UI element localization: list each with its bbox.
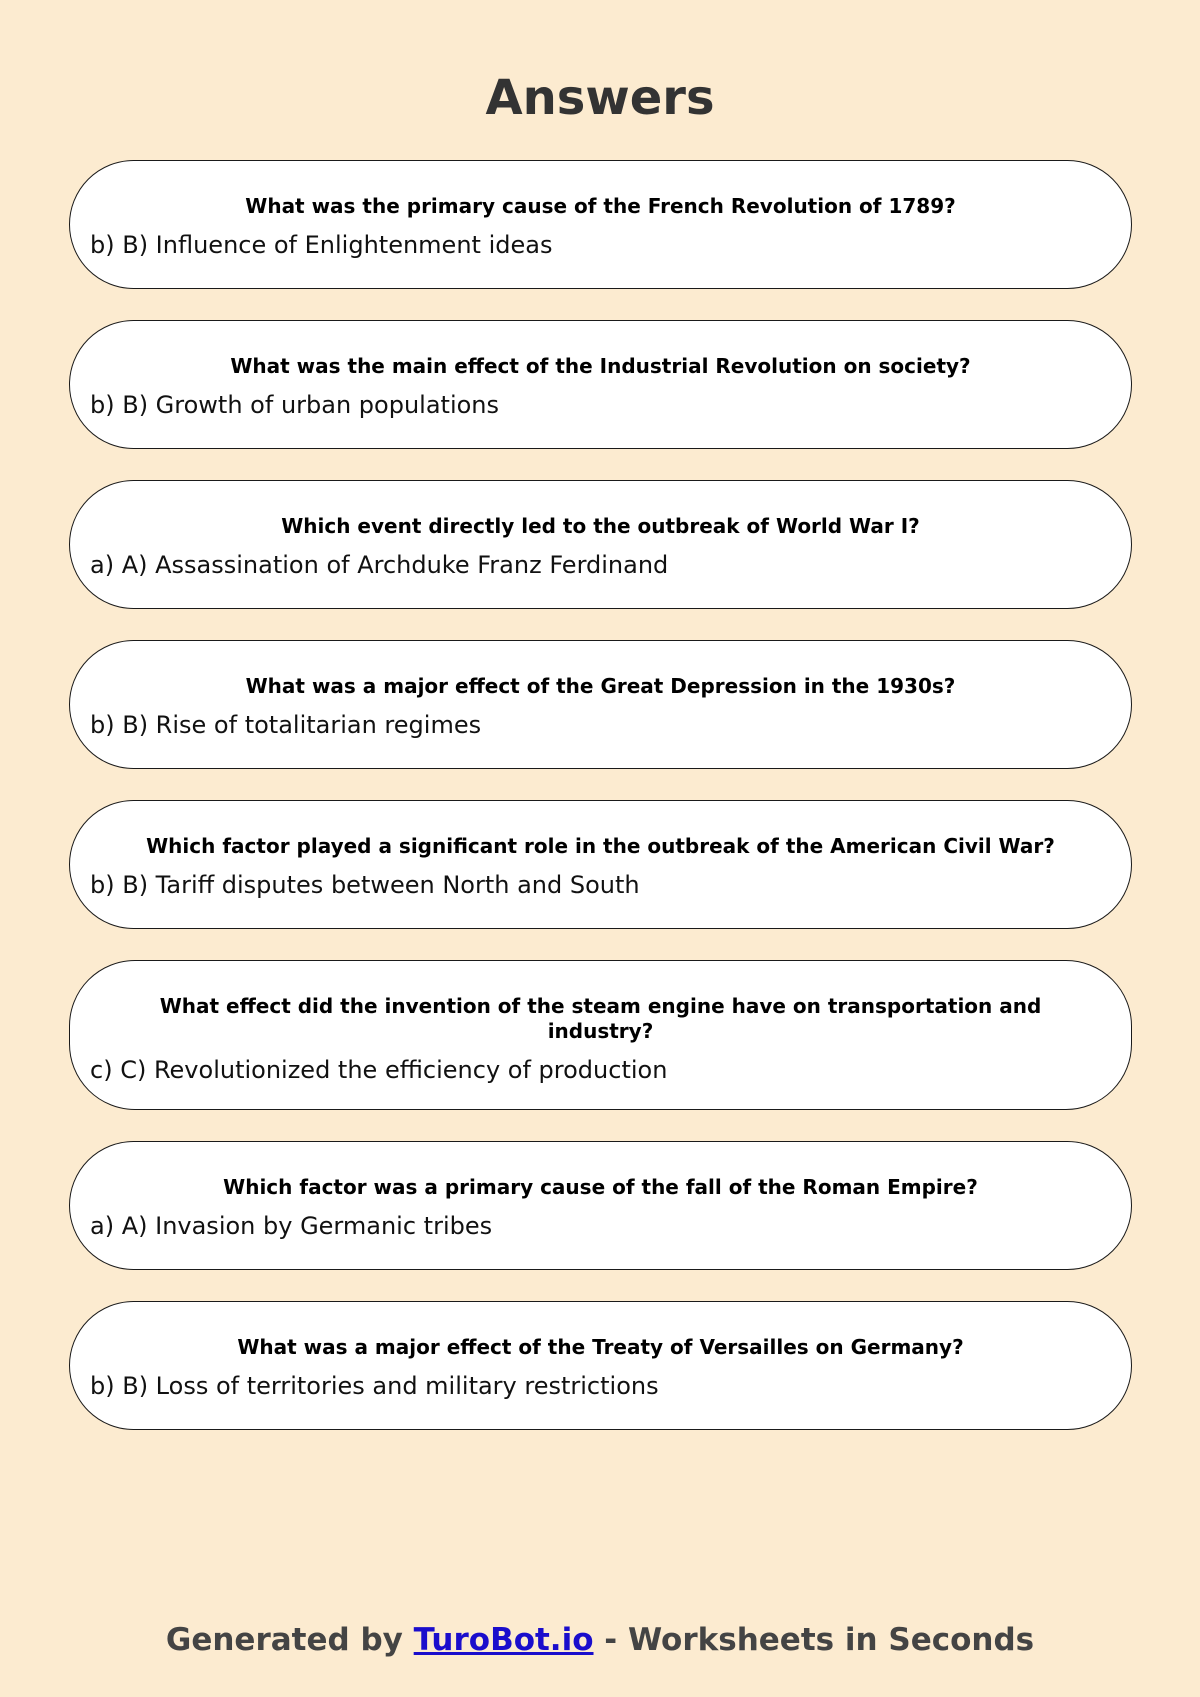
answer-card-3 xyxy=(69,480,1132,609)
answer-card-4 xyxy=(69,640,1132,769)
question-text: What was the main effect of the Industrial Revolution on society? xyxy=(230,354,971,378)
question-text: Which factor was a primary cause of the fall of the Roman Empire? xyxy=(223,1175,978,1199)
answer-card-1 xyxy=(69,160,1132,289)
answer-text: b) B) Loss of territories and military restrictions xyxy=(90,1372,659,1400)
answer-card-5 xyxy=(69,800,1132,929)
answer-card-8 xyxy=(69,1301,1132,1430)
answer-text: b) B) Growth of urban populations xyxy=(90,391,500,419)
answer-text: b) B) Influence of Enlightenment ideas xyxy=(90,231,553,259)
question-text: What effect did the invention of the steam engine have on transportation and industry? xyxy=(159,994,1042,1043)
question-text: Which factor played a significant role in the outbreak of the American Civil War? xyxy=(146,834,1055,858)
answer-card-7 xyxy=(69,1141,1132,1270)
answer-card-2 xyxy=(69,320,1132,449)
answer-text: c) C) Revolutionized the efficiency of production xyxy=(90,1056,668,1084)
answer-card-6 xyxy=(69,960,1132,1110)
question-text: Which event directly led to the outbreak of World War I? xyxy=(281,514,920,538)
turobot-link[interactable]: TuroBot.io xyxy=(413,1622,594,1658)
answers-list xyxy=(69,160,1132,1461)
footer-suffix: - Worksheets in Seconds xyxy=(593,1622,1035,1658)
question-text: What was a major effect of the Great Depression in the 1930s? xyxy=(245,674,956,698)
answer-text: b) B) Rise of totalitarian regimes xyxy=(90,711,482,739)
answer-text: a) A) Invasion by Germanic tribes xyxy=(90,1212,493,1240)
footer xyxy=(0,1618,1200,1662)
page-title: Answers xyxy=(485,70,715,126)
footer-prefix: Generated by xyxy=(165,1622,414,1658)
question-text: What was a major effect of the Treaty of Versailles on Germany? xyxy=(237,1335,964,1359)
question-text: What was the primary cause of the French Revolution of 1789? xyxy=(245,194,956,218)
answer-text: b) B) Tariff disputes between North and South xyxy=(90,871,640,899)
answer-text: a) A) Assassination of Archduke Franz Ferdinand xyxy=(90,551,669,579)
